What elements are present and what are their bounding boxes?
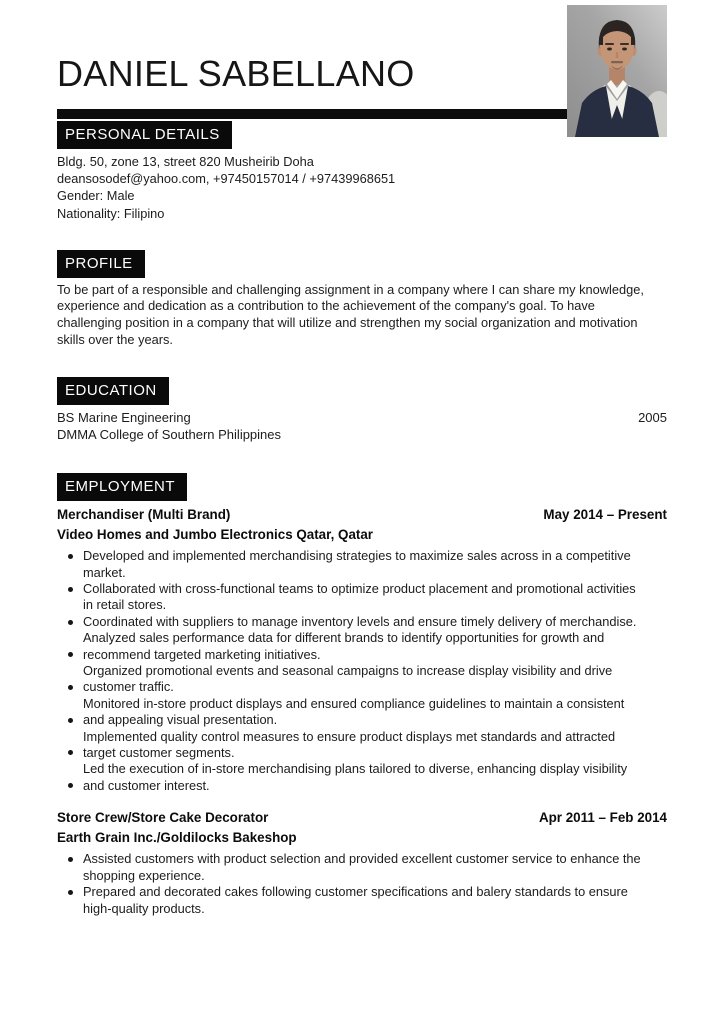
profile-line: experience and dedication as a contribution to the achievement of the company's goal. To have (57, 298, 595, 314)
bullet-item (68, 851, 667, 884)
job-bullet-list (68, 548, 667, 794)
gender-line: Gender: Male (57, 188, 135, 204)
text-line: and customer interest. (83, 777, 210, 793)
bullet-text (83, 630, 604, 663)
job-dates: May 2014 – Present (543, 507, 667, 523)
nationality-line: Nationality: Filipino (57, 205, 165, 221)
bullet-text (83, 729, 615, 762)
portrait-photo-graphic (567, 5, 667, 137)
bullet-text (83, 614, 636, 630)
profile-line: skills over the years. (57, 331, 173, 347)
bullet-item (68, 729, 667, 762)
text-line: Led the execution of in-store merchandising plans tailored to diverse, enhancing display visibility (83, 761, 628, 777)
job-role: Merchandiser (Multi Brand) (57, 507, 231, 523)
text-line: market. (83, 564, 126, 580)
profile-photo (567, 5, 667, 137)
text-line: recommend targeted marketing initiatives. (83, 646, 321, 662)
job-entry-merchandiser (57, 504, 667, 794)
job-role: Store Crew/Store Cake Decorator (57, 810, 269, 826)
text-line: Coordinated with suppliers to manage inventory levels and ensure timely delivery of merchandise. (83, 613, 637, 629)
profile-line: challenging position in a company that will utilize and strengthen my social organization and motivation (57, 315, 638, 330)
bullet-icon (68, 750, 73, 755)
personal-details-text (57, 153, 667, 222)
text-line: in retail stores. (83, 597, 167, 613)
text-line: Prepared and decorated cakes following customer specifications and balery standards to ensure (83, 884, 628, 900)
bullet-icon (68, 587, 73, 592)
bullet-icon (68, 652, 73, 657)
bullet-item (68, 614, 667, 630)
section-title-profile: PROFILE (57, 250, 145, 278)
bullet-icon (68, 783, 73, 788)
name-heading: DANIEL SABELLANO (57, 53, 415, 94)
job-dates: Apr 2011 – Feb 2014 (538, 810, 667, 826)
section-employment (57, 473, 667, 917)
school-name: DMMA College of Southern Philippines (57, 427, 282, 443)
bullet-text (83, 884, 628, 917)
text-line: Collaborated with cross-functional teams to optimize product placement and promotional activities (83, 581, 636, 596)
section-title-education: EDUCATION (57, 377, 169, 405)
bullet-text (83, 761, 627, 794)
degree-name: BS Marine Engineering (57, 410, 191, 426)
text-line: Assisted customers with product selection and provided excellent customer service to enhance the (83, 851, 641, 867)
text-line: and appealing visual presentation. (83, 712, 278, 728)
text-line: Monitored in-store product displays and ensured compliance guidelines to maintain a consistent (83, 695, 625, 711)
profile-line: To be part of a responsible and challenging assignment in a company where I can share my knowledge, (57, 281, 644, 297)
bullet-icon (68, 685, 73, 690)
bullet-icon (68, 718, 73, 723)
bullet-icon (68, 890, 73, 895)
bullet-item (68, 761, 667, 794)
text-line: customer traffic. (83, 679, 174, 695)
bullet-item (68, 663, 667, 696)
job-company: Video Homes and Jumbo Electronics Qatar, Qatar (57, 527, 374, 543)
bullet-item (68, 884, 667, 917)
education-degree-row (57, 409, 667, 426)
job-company: Earth Grain Inc./Goldilocks Bakeshop (57, 830, 297, 846)
contact-line: deansosodef@yahoo.com, +97450157014 / +97439968651 (57, 171, 396, 187)
section-title-personal-details: PERSONAL DETAILS (57, 121, 232, 149)
bullet-icon (68, 554, 73, 559)
bullet-item (68, 581, 667, 614)
section-education (57, 377, 667, 443)
bullet-item (68, 696, 667, 729)
education-entry (57, 409, 667, 443)
bullet-text (83, 851, 641, 884)
bullet-text (83, 548, 631, 581)
text-line: shopping experience. (83, 867, 205, 883)
text-line: target customer segments. (83, 745, 235, 761)
text-line: Developed and implemented merchandising strategies to maximize sales across in a competitive (83, 548, 631, 564)
bullet-text (83, 696, 624, 729)
section-title-employment: EMPLOYMENT (57, 473, 187, 501)
bullet-text (83, 581, 636, 614)
text-line: Analyzed sales performance data for different brands to identify opportunities for growth and (83, 630, 605, 646)
profile-text (57, 282, 667, 348)
text-line: Implemented quality control measures to ensure product displays met standards and attracted (83, 728, 616, 744)
graduation-year: 2005 (638, 410, 667, 426)
bullet-item (68, 548, 667, 581)
address-line: Bldg. 50, zone 13, street 820 Musheirib Doha (57, 154, 314, 169)
bullet-icon (68, 620, 73, 625)
job-header-row (57, 807, 667, 828)
job-header-row (57, 504, 667, 525)
bullet-icon (68, 857, 73, 862)
bullet-item (68, 630, 667, 663)
text-line: high-quality products. (83, 900, 205, 916)
bullet-text (83, 663, 612, 696)
job-entry-store-crew (57, 807, 667, 917)
section-profile (57, 250, 667, 348)
text-line: Organized promotional events and seasonal campaigns to increase display visibility and drive (83, 663, 613, 679)
job-bullet-list (68, 851, 667, 917)
